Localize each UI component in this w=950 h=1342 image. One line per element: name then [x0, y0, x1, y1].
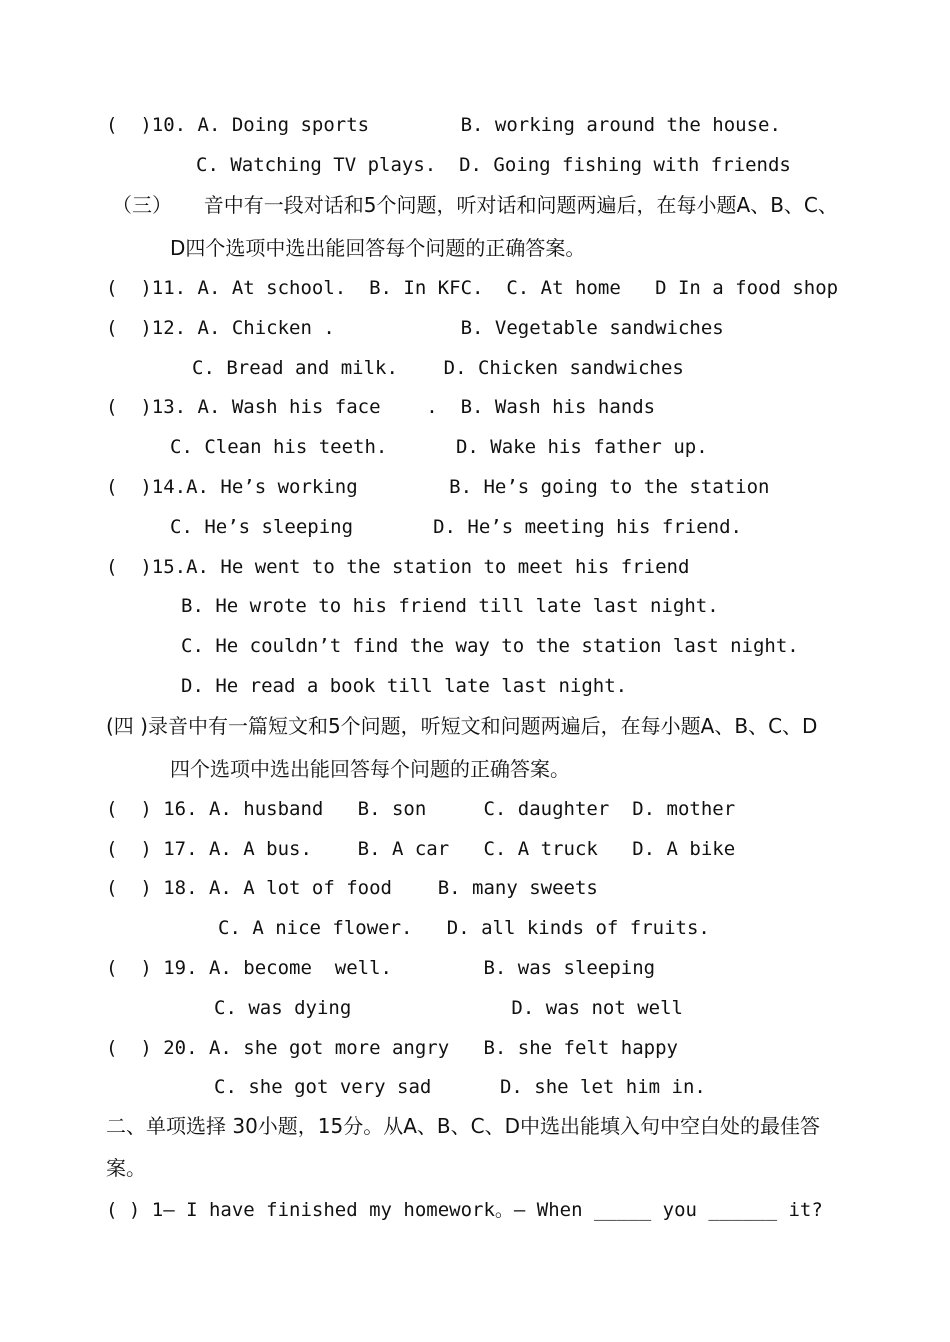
q15-line3: C. He couldn’t find the way to the station last night.: [181, 635, 799, 657]
q13-line2: C. Clean his teeth. D. Wake his father up.: [170, 436, 708, 458]
q11-line1: ( )11. A. At school. B. In KFC. C. At home D In a food shop: [106, 277, 839, 299]
part2-heading-line2: 案。: [106, 1156, 146, 1180]
q13-line1: ( )13. A. Wash his face . B. Wash his hands: [106, 396, 656, 418]
section3-heading-line2: D四个选项中选出能回答每个问题的正确答案。: [170, 236, 586, 260]
q19-line1: ( ) 19. A. become well. B. was sleeping: [106, 957, 656, 979]
section3-heading-line1: （三） 音中有一段对话和5个问题，听对话和问题两遍后，在每小题A、B、C、: [112, 193, 838, 217]
section4-heading-line2: 四个选项中选出能回答每个问题的正确答案。: [170, 757, 570, 781]
q19-line2: C. was dying D. was not well: [214, 997, 683, 1019]
q16-line1: ( ) 16. A. husband B. son C. daughter D. mother: [106, 798, 736, 820]
q17-line1: ( ) 17. A. A bus. B. A car C. A truck D. A bike: [106, 838, 736, 860]
q15-line2: B. He wrote to his friend till late last night.: [181, 595, 719, 617]
q15-line1: ( )15.A. He went to the station to meet his friend: [106, 556, 690, 578]
q10-line1: ( )10. A. Doing sports B. working around the house.: [106, 114, 781, 136]
q18-line2: C. A nice flower. D. all kinds of fruits.: [218, 917, 710, 939]
q20-line1: ( ) 20. A. she got more angry B. she felt happy: [106, 1037, 678, 1059]
q18-line1: ( ) 18. A. A lot of food B. many sweets: [106, 877, 598, 899]
q14-line1: ( )14.A. He’s working B. He’s going to the station: [106, 476, 770, 498]
part2-q1-line1: ( ) 1— I have finished my homework。— When _____ you ______ it?: [106, 1199, 823, 1221]
part2-heading-line1: 二、单项选择 30小题，15分。从A、B、C、D中选出能填入句中空白处的最佳答: [106, 1114, 821, 1138]
q10-line2: C. Watching TV plays. D. Going fishing with friends: [196, 154, 791, 176]
q12-line1: ( )12. A. Chicken . B. Vegetable sandwiches: [106, 317, 724, 339]
q20-line2: C. she got very sad D. she let him in.: [214, 1076, 706, 1098]
q12-line2: C. Bread and milk. D. Chicken sandwiches: [192, 357, 684, 379]
q14-line2: C. He’s sleeping D. He’s meeting his friend.: [170, 516, 742, 538]
section4-heading-line1: (四 )录音中有一篇短文和5个问题，听短文和问题两遍后，在每小题A、B、C、D: [106, 714, 818, 738]
q15-line4: D. He read a book till late last night.: [181, 675, 628, 697]
